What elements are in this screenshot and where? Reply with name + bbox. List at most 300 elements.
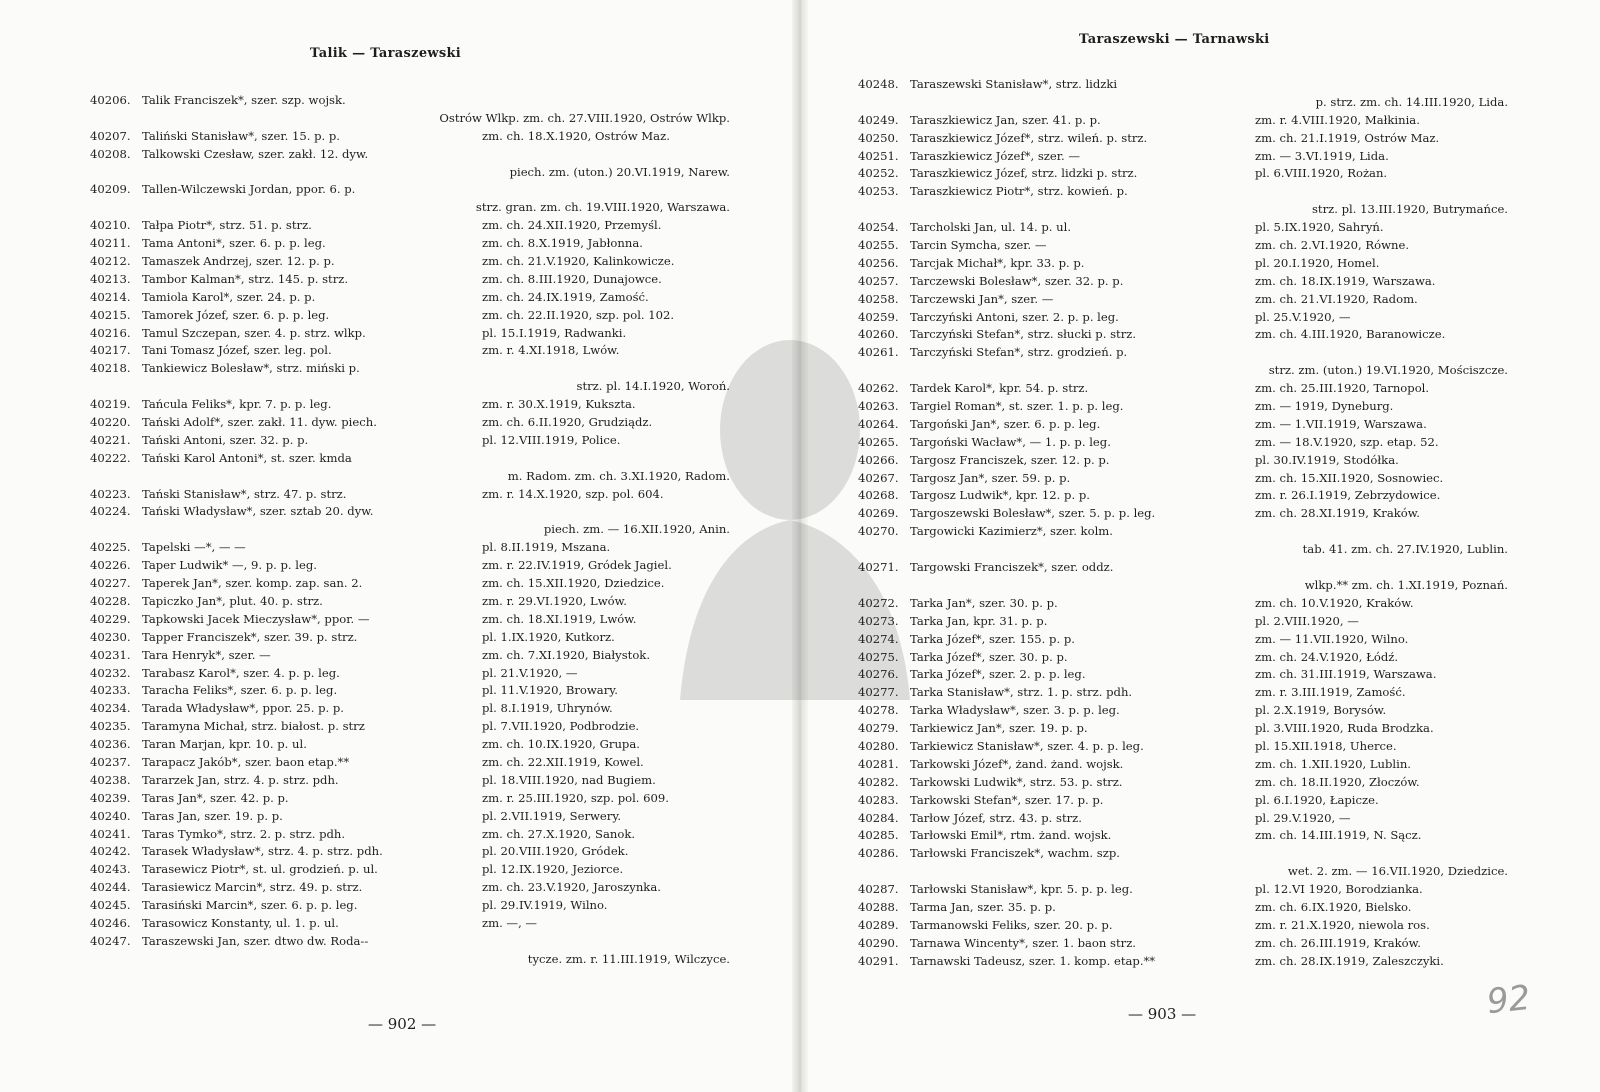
list-item [858, 649, 1508, 667]
entry-name: Taliński Stanisław*, szer. 15. p. p. [142, 128, 340, 143]
entry-number: 40231. [90, 647, 131, 662]
entry-continuation: strz. pl. 13.III.1920, Butrymańce. [1311, 202, 1508, 217]
entry-name: Tański Antoni, szer. 32. p. p. [142, 432, 309, 447]
entry-fate: zm. ch. 21.V.1920, Kalinkowicze. [482, 254, 675, 269]
entry-name: Tapkowski Jacek Mieczysław*, ppor. — [142, 611, 370, 626]
entry-name: Tarasiński Marcin*, szer. 6. p. p. leg. [142, 898, 358, 913]
entry-name: Tararzek Jan, strz. 4. p. strz. pdh. [142, 772, 339, 787]
page-header: Taraszewski — Tarnawski [1079, 32, 1270, 47]
entry-fate: zm. r. 25.III.1920, szp. pol. 609. [482, 790, 669, 805]
entry-fate: zm. ch. 31.III.1919, Warszawa. [1255, 667, 1437, 682]
entry-name: Taras Tymko*, strz. 2. p. strz. pdh. [142, 826, 346, 841]
entry-name: Tarłowski Stanisław*, kpr. 5. p. p. leg. [910, 882, 1133, 897]
entry-number: 40277. [858, 685, 899, 700]
entry-continuation: strz. pl. 14.I.1920, Woroń. [576, 379, 730, 394]
entry-number: 40223. [90, 486, 131, 501]
entry-fate: zm. ch. 15.XII.1920, Sosnowiec. [1255, 470, 1444, 485]
list-item [858, 183, 1508, 219]
entry-name: Tańcula Feliks*, kpr. 7. p. p. leg. [142, 397, 332, 412]
entry-continuation: wet. 2. zm. — 16.VII.1920, Dziedzice. [1287, 864, 1508, 879]
entry-number: 40269. [858, 506, 899, 521]
list-item [858, 148, 1508, 166]
list-item [90, 503, 730, 539]
entry-name: Tani Tomasz Józef, szer. leg. pol. [142, 343, 332, 358]
entry-number: 40222. [90, 450, 131, 465]
entry-name: Targosz Franciszek, szer. 12. p. p. [910, 452, 1110, 467]
page-number: — 902 — [368, 1015, 437, 1033]
list-item [858, 899, 1508, 917]
list-item [90, 718, 730, 736]
list-item [858, 326, 1508, 344]
entry-fate: pl. 2.VII.1919, Serwery. [482, 808, 622, 823]
entry-name: Taracha Feliks*, szer. 6. p. p. leg. [142, 683, 338, 698]
entry-list [90, 92, 730, 969]
entry-fate: zm. — 11.VII.1920, Wilno. [1255, 631, 1409, 646]
list-item [90, 682, 730, 700]
entry-number: 40270. [858, 524, 899, 539]
entry-name: Tarłowski Franciszek*, wachm. szp. [910, 846, 1120, 861]
entry-name: Taramyna Michał, strz. białost. p. strz [142, 719, 365, 734]
entry-number: 40217. [90, 343, 131, 358]
entry-fate [1255, 344, 1508, 362]
list-item [90, 915, 730, 933]
list-item [90, 933, 730, 969]
entry-fate: zm. ch. 25.III.1920, Tarnopol. [1255, 381, 1430, 396]
entry-number: 40240. [90, 808, 131, 823]
entry-number: 40211. [90, 236, 131, 251]
entry-number: 40232. [90, 665, 131, 680]
entry-name: Tański Stanisław*, strz. 47. p. strz. [142, 486, 347, 501]
entry-number: 40251. [858, 148, 899, 163]
entry-number: 40248. [858, 77, 899, 91]
entry-continuation: tab. 41. zm. ch. 27.IV.1920, Lublin. [1302, 542, 1508, 557]
entry-fate: zm. ch. 18.II.1920, Złoczów. [1255, 774, 1420, 789]
list-item [858, 702, 1508, 720]
entry-continuation: piech. zm. (uton.) 20.VI.1919, Narew. [509, 164, 730, 179]
entry-fate: pl. 29.V.1920, — [1255, 810, 1351, 825]
entry-number: 40280. [858, 738, 899, 753]
list-item [90, 754, 730, 772]
list-item [90, 217, 730, 235]
list-item [858, 953, 1508, 971]
list-item [90, 432, 730, 450]
list-item [858, 792, 1508, 810]
entry-fate: zm. ch. 28.XI.1919, Kraków. [1255, 506, 1420, 521]
list-item [858, 219, 1508, 237]
entry-number: 40268. [858, 488, 899, 503]
entry-fate: pl. 18.VIII.1920, nad Bugiem. [482, 772, 656, 787]
entry-fate: zm. ch. 8.X.1919, Jabłonna. [482, 236, 643, 251]
left-page [0, 0, 796, 1092]
list-item [858, 917, 1508, 935]
entry-fate: pl. 20.I.1920, Homel. [1255, 255, 1380, 270]
list-item [90, 92, 730, 128]
entry-fate: zm. — 18.V.1920, szp. etap. 52. [1255, 434, 1439, 449]
entry-number: 40288. [858, 899, 899, 914]
entry-name: Tamul Szczepan, szer. 4. p. strz. wlkp. [142, 325, 366, 340]
entry-name: Tarada Władysław*, ppor. 25. p. p. [142, 701, 344, 716]
entry-name: Tarka Jan, kpr. 31. p. p. [910, 613, 1048, 628]
entry-name: Tarka Jan*, szer. 30. p. p. [910, 595, 1058, 610]
entry-name: Tarczyński Antoni, szer. 2. p. p. leg. [910, 309, 1119, 324]
entry-number: 40208. [90, 146, 131, 161]
list-item [858, 344, 1508, 380]
list-item [90, 861, 730, 879]
entry-fate [482, 450, 730, 468]
entry-name: Tarapacz Jakób*, szer. baon etap.** [142, 754, 350, 769]
entry-number: 40250. [858, 130, 899, 145]
list-item [858, 470, 1508, 488]
entry-fate: pl. 3.VIII.1920, Ruda Brodzka. [1255, 721, 1434, 736]
entry-name: Taperek Jan*, szer. komp. zap. san. 2. [142, 576, 363, 591]
entry-name: Targoński Jan*, szer. 6. p. p. leg. [910, 416, 1101, 431]
list-item [90, 897, 730, 915]
entry-fate: zm. ch. 2.VI.1920, Równe. [1255, 238, 1410, 253]
list-item [90, 271, 730, 289]
entry-fate: zm. r. 3.III.1919, Zamość. [1255, 685, 1406, 700]
entry-number: 40279. [858, 721, 899, 736]
entry-fate: pl. 21.V.1920, — [482, 665, 578, 680]
entry-name: Tardek Karol*, kpr. 54. p. strz. [910, 381, 1089, 396]
entry-name: Tarasiewicz Marcin*, strz. 49. p. strz. [142, 880, 363, 895]
list-item [858, 255, 1508, 273]
list-item [90, 665, 730, 683]
entry-fate: pl. 12.VI 1920, Borodzianka. [1255, 882, 1423, 897]
entry-fate: zm. r. 26.I.1919, Zebrzydowice. [1255, 488, 1441, 503]
entry-number: 40281. [858, 756, 899, 771]
entry-number: 40290. [858, 935, 899, 950]
entry-name: Tarka Józef*, szer. 155. p. p. [910, 631, 1075, 646]
entry-name: Tarczyński Stefan*, strz. grodzień. p. [910, 345, 1128, 360]
entry-number: 40218. [90, 361, 131, 376]
entry-number: 40261. [858, 345, 899, 360]
entry-fate: zm. — 1.VII.1919, Warszawa. [1255, 416, 1427, 431]
list-item [858, 881, 1508, 899]
entry-continuation: m. Radom. zm. ch. 3.XI.1920, Radom. [507, 468, 730, 483]
entry-name: Tarkiewicz Jan*, szer. 19. p. p. [910, 721, 1088, 736]
list-item [90, 736, 730, 754]
entry-number: 40276. [858, 667, 899, 682]
entry-number: 40265. [858, 434, 899, 449]
entry-name: Tałpa Piotr*, strz. 51. p. strz. [142, 218, 312, 233]
entry-fate: pl. 11.V.1920, Browary. [482, 683, 618, 698]
entry-fate [482, 181, 730, 199]
entry-fate: pl. 29.IV.1919, Wilno. [482, 898, 608, 913]
list-item [858, 631, 1508, 649]
entry-name: Tarka Stanisław*, strz. 1. p. strz. pdh. [910, 685, 1133, 700]
entry-fate: pl. 2.X.1919, Borysów. [1255, 703, 1387, 718]
entry-continuation: strz. gran. zm. ch. 19.VIII.1920, Warszawa. [475, 200, 730, 215]
list-item [90, 360, 730, 396]
entry-fate: pl. 8.II.1919, Mszana. [482, 540, 611, 555]
entry-number: 40210. [90, 218, 131, 233]
entry-number: 40282. [858, 774, 899, 789]
entry-fate: zm. ch. 8.III.1920, Dunajowce. [482, 271, 662, 286]
entry-name: Tański Karol Antoni*, st. szer. kmda [142, 450, 352, 465]
entry-fate: pl. 12.IX.1920, Jeziorce. [482, 862, 624, 877]
list-item [858, 505, 1508, 523]
entry-name: Tarka Józef*, szer. 2. p. p. leg. [910, 667, 1086, 682]
entry-number: 40259. [858, 309, 899, 324]
entry-fate: pl. 2.VIII.1920, — [1255, 613, 1359, 628]
entry-name: Tarczewski Jan*, szer. — [910, 291, 1054, 306]
entry-number: 40243. [90, 862, 131, 877]
entry-name: Talkowski Czesław, szer. zakł. 12. dyw. [142, 146, 369, 161]
entry-fate: pl. 6.VIII.1920, Rożan. [1255, 166, 1388, 181]
entry-number: 40239. [90, 790, 131, 805]
entry-number: 40263. [858, 399, 899, 414]
list-item [858, 827, 1508, 845]
list-item [90, 235, 730, 253]
list-item [858, 935, 1508, 953]
entry-name: Tarasowicz Konstanty, ul. 1. p. ul. [142, 915, 339, 930]
entry-name: Tarasewicz Piotr*, st. ul. grodzień. p. ul. [142, 862, 378, 877]
entry-name: Tarmanowski Feliks, szer. 20. p. p. [910, 917, 1113, 932]
list-item [90, 539, 730, 557]
entry-name: Tamaszek Andrzej, szer. 12. p. p. [142, 254, 335, 269]
entry-fate: zm. ch. 7.XI.1920, Białystok. [482, 647, 651, 662]
list-item [858, 165, 1508, 183]
list-item [858, 595, 1508, 613]
entry-fate: pl. 30.IV.1919, Stodółka. [1255, 452, 1399, 467]
list-item [90, 879, 730, 897]
entry-number: 40285. [858, 828, 899, 843]
entry-fate: zm. r. 14.X.1920, szp. pol. 604. [482, 486, 664, 501]
entry-fate: zm. ch. 14.III.1919, N. Sącz. [1255, 828, 1422, 843]
entry-name: Tarczyński Stefan*, strz. słucki p. strz. [910, 327, 1137, 342]
entry-number: 40235. [90, 719, 131, 734]
entry-fate: pl. 5.IX.1920, Sahryń. [1255, 220, 1384, 235]
entry-name: Taras Jan*, szer. 42. p. p. [142, 790, 289, 805]
list-item [858, 738, 1508, 756]
list-item [858, 720, 1508, 738]
entry-number: 40229. [90, 611, 131, 626]
entry-number: 40272. [858, 595, 899, 610]
entry-name: Tarłowski Emil*, rtm. żand. wojsk. [910, 828, 1112, 843]
entry-fate: zm. ch. 22.II.1920, szp. pol. 102. [482, 307, 675, 322]
entry-number: 40286. [858, 846, 899, 861]
entry-number: 40212. [90, 254, 131, 269]
entry-number: 40230. [90, 629, 131, 644]
entry-number: 40284. [858, 810, 899, 825]
entry-number: 40245. [90, 898, 131, 913]
entry-name: Tara Henryk*, szer. — [142, 647, 271, 662]
entry-name: Taraszkiewicz Józef*, strz. wileń. p. strz. [910, 130, 1148, 145]
list-item [858, 452, 1508, 470]
entry-number: 40214. [90, 289, 131, 304]
list-item [858, 130, 1508, 148]
entry-name: Tarnawski Tadeusz, szer. 1. komp. etap.** [910, 953, 1156, 968]
entry-fate: zm. ch. 21.VI.1920, Radom. [1255, 291, 1418, 306]
entry-list [858, 76, 1508, 971]
entry-number: 40262. [858, 381, 899, 396]
list-item [90, 647, 730, 665]
entry-continuation: wlkp.** zm. ch. 1.XI.1919, Poznań. [1304, 577, 1508, 592]
entry-name: Targosz Jan*, szer. 59. p. p. [910, 470, 1071, 485]
right-page [804, 0, 1600, 1092]
entry-number: 40266. [858, 452, 899, 467]
entry-name: Taraszkiewicz Jan, szer. 41. p. p. [910, 112, 1101, 127]
entry-number: 40267. [858, 470, 899, 485]
list-item [90, 253, 730, 271]
entry-number: 40216. [90, 325, 131, 340]
entry-name: Tapper Franciszek*, szer. 39. p. strz. [142, 629, 358, 644]
entry-name: Tarnawa Wincenty*, szer. 1. baon strz. [910, 935, 1136, 950]
list-item [90, 181, 730, 217]
entry-name: Tarczewski Bolesław*, szer. 32. p. p. [910, 273, 1124, 288]
list-item [90, 593, 730, 611]
entry-fate [482, 503, 730, 521]
list-item [858, 559, 1508, 595]
entry-name: Taraszewski Jan, szer. dtwo dw. Roda-- [142, 933, 369, 948]
entry-fate: zm. — 3.VI.1919, Lida. [1255, 148, 1389, 163]
entry-fate: zm. ch. 21.I.1919, Ostrów Maz. [1255, 130, 1440, 145]
entry-name: Tański Władysław*, szer. sztab 20. dyw. [142, 504, 374, 519]
list-item [90, 575, 730, 593]
entry-number: 40254. [858, 220, 899, 235]
entry-fate: zm. ch. 18.IX.1919, Warszawa. [1255, 273, 1436, 288]
list-item [90, 843, 730, 861]
list-item [858, 291, 1508, 309]
entry-number: 40209. [90, 182, 131, 197]
entry-fate: zm. ch. 6.II.1920, Grudziądz. [482, 415, 653, 430]
entry-name: Taras Jan, szer. 19. p. p. [142, 808, 283, 823]
entry-fate [1255, 845, 1508, 863]
entry-fate: pl. 20.VIII.1920, Gródek. [482, 844, 629, 859]
entry-name: Tarkowski Ludwik*, strz. 53. p. strz. [910, 774, 1123, 789]
entry-name: Tarabasz Karol*, szer. 4. p. p. leg. [142, 665, 340, 680]
entry-number: 40252. [858, 166, 899, 181]
entry-number: 40287. [858, 882, 899, 897]
entry-number: 40253. [858, 184, 899, 199]
entry-fate: zm. ch. 26.III.1919, Kraków. [1255, 935, 1421, 950]
list-item [90, 557, 730, 575]
entry-number: 40247. [90, 933, 131, 948]
entry-name: Taraszkiewicz Piotr*, strz. kowień. p. [910, 184, 1128, 199]
entry-name: Tamorek Józef, szer. 6. p. p. leg. [142, 307, 330, 322]
list-item [858, 774, 1508, 792]
entry-name: Taraszkiewicz Józef*, szer. — [910, 148, 1080, 163]
entry-number: 40238. [90, 772, 131, 787]
entry-fate [482, 933, 730, 951]
page-number: — 903 — [1128, 1005, 1197, 1023]
entry-number: 40227. [90, 576, 131, 591]
list-item [90, 128, 730, 146]
entry-number: 40219. [90, 397, 131, 412]
entry-name: Tama Antoni*, szer. 6. p. p. leg. [142, 236, 326, 251]
entry-name: Tarłow Józef, strz. 43. p. strz. [910, 810, 1082, 825]
list-item [858, 237, 1508, 255]
entry-fate: zm. ch. 24.V.1920, Łódź. [1255, 649, 1399, 664]
entry-fate: zm. ch. 28.IX.1919, Zaleszczyki. [1255, 953, 1444, 968]
entry-number: 40256. [858, 255, 899, 270]
entry-name: Tambor Kalman*, strz. 145. p. strz. [142, 271, 349, 286]
entry-number: 40246. [90, 915, 131, 930]
entry-name: Taper Ludwik* —, 9. p. p. leg. [142, 558, 317, 573]
entry-name: Targosz Ludwik*, kpr. 12. p. p. [910, 488, 1090, 503]
entry-fate [1255, 76, 1508, 94]
entry-fate: zm. ch. 6.IX.1920, Bielsko. [1255, 899, 1412, 914]
entry-fate: pl. 25.V.1920, — [1255, 309, 1351, 324]
list-item [90, 826, 730, 844]
entry-fate: zm. ch. 18.XI.1919, Lwów. [482, 611, 637, 626]
entry-fate: zm. ch. 24.XII.1920, Przemyśl. [482, 218, 662, 233]
entry-fate [1255, 559, 1508, 577]
list-item [90, 289, 730, 307]
list-item [90, 700, 730, 718]
entry-fate: zm. r. 21.X.1920, niewola ros. [1255, 917, 1430, 932]
entry-fate: zm. — 1919, Dyneburg. [1255, 399, 1394, 414]
entry-number: 40255. [858, 238, 899, 253]
entry-fate: zm. —, — [482, 915, 538, 930]
list-item [90, 396, 730, 414]
entry-number: 40273. [858, 613, 899, 628]
entry-number: 40271. [858, 560, 899, 575]
entry-fate: zm. ch. 18.X.1920, Ostrów Maz. [482, 128, 670, 143]
entry-fate: zm. ch. 22.XII.1919, Kowel. [482, 754, 644, 769]
list-item [858, 684, 1508, 702]
entry-name: Tarkiewicz Stanisław*, szer. 4. p. p. leg. [910, 738, 1144, 753]
entry-number: 40289. [858, 917, 899, 932]
entry-fate: zm. ch. 1.XII.1920, Lublin. [1255, 756, 1411, 771]
entry-number: 40206. [90, 93, 131, 107]
entry-continuation: Ostrów Wlkp. zm. ch. 27.VIII.1920, Ostrów Wlkp. [439, 110, 730, 125]
entry-fate: zm. ch. 4.III.1920, Baranowicze. [1255, 327, 1446, 342]
entry-fate: zm. ch. 24.IX.1919, Zamość. [482, 289, 649, 304]
entry-number: 40260. [858, 327, 899, 342]
entry-number: 40257. [858, 273, 899, 288]
entry-fate: pl. 15.XII.1918, Uherce. [1255, 738, 1397, 753]
entry-number: 40291. [858, 953, 899, 968]
page-header: Talik — Taraszewski [310, 46, 462, 61]
entry-fate: zm. r. 4.XI.1918, Lwów. [482, 343, 620, 358]
entry-continuation: p. strz. zm. ch. 14.III.1920, Lida. [1315, 94, 1508, 109]
entry-number: 40236. [90, 737, 131, 752]
entry-fate: zm. ch. 15.XII.1920, Dziedzice. [482, 576, 665, 591]
entry-number: 40242. [90, 844, 131, 859]
list-item [90, 414, 730, 432]
list-item [858, 112, 1508, 130]
entry-continuation: strz. zm. (uton.) 19.VI.1920, Mościszcze. [1268, 363, 1508, 378]
list-item [90, 629, 730, 647]
entry-number: 40264. [858, 416, 899, 431]
entry-fate [482, 146, 730, 164]
entry-name: Tarkowski Stefan*, szer. 17. p. p. [910, 792, 1104, 807]
entry-fate: zm. ch. 23.V.1920, Jaroszynka. [482, 880, 661, 895]
entry-number: 40278. [858, 703, 899, 718]
list-item [90, 772, 730, 790]
entry-number: 40215. [90, 307, 131, 322]
list-item [90, 611, 730, 629]
entry-name: Tarka Władysław*, szer. 3. p. p. leg. [910, 703, 1120, 718]
entry-fate: zm. ch. 10.IX.1920, Grupa. [482, 737, 640, 752]
entry-name: Talik Franciszek*, szer. szp. wojsk. [142, 93, 346, 107]
entry-number: 40221. [90, 432, 131, 447]
entry-name: Tański Adolf*, szer. zakł. 11. dyw. piech. [142, 415, 377, 430]
entry-name: Targowicki Kazimierz*, szer. kolm. [910, 524, 1113, 539]
pencil-note: 92 [1485, 977, 1533, 1023]
list-item [858, 613, 1508, 631]
entry-number: 40213. [90, 271, 131, 286]
list-item [858, 416, 1508, 434]
entry-continuation: piech. zm. — 16.XII.1920, Anin. [543, 522, 730, 537]
entry-fate [1255, 183, 1508, 201]
entry-number: 40283. [858, 792, 899, 807]
entry-fate [1255, 523, 1508, 541]
entry-name: Targoński Wacław*, — 1. p. p. leg. [910, 434, 1111, 449]
entry-number: 40207. [90, 128, 131, 143]
list-item [90, 307, 730, 325]
